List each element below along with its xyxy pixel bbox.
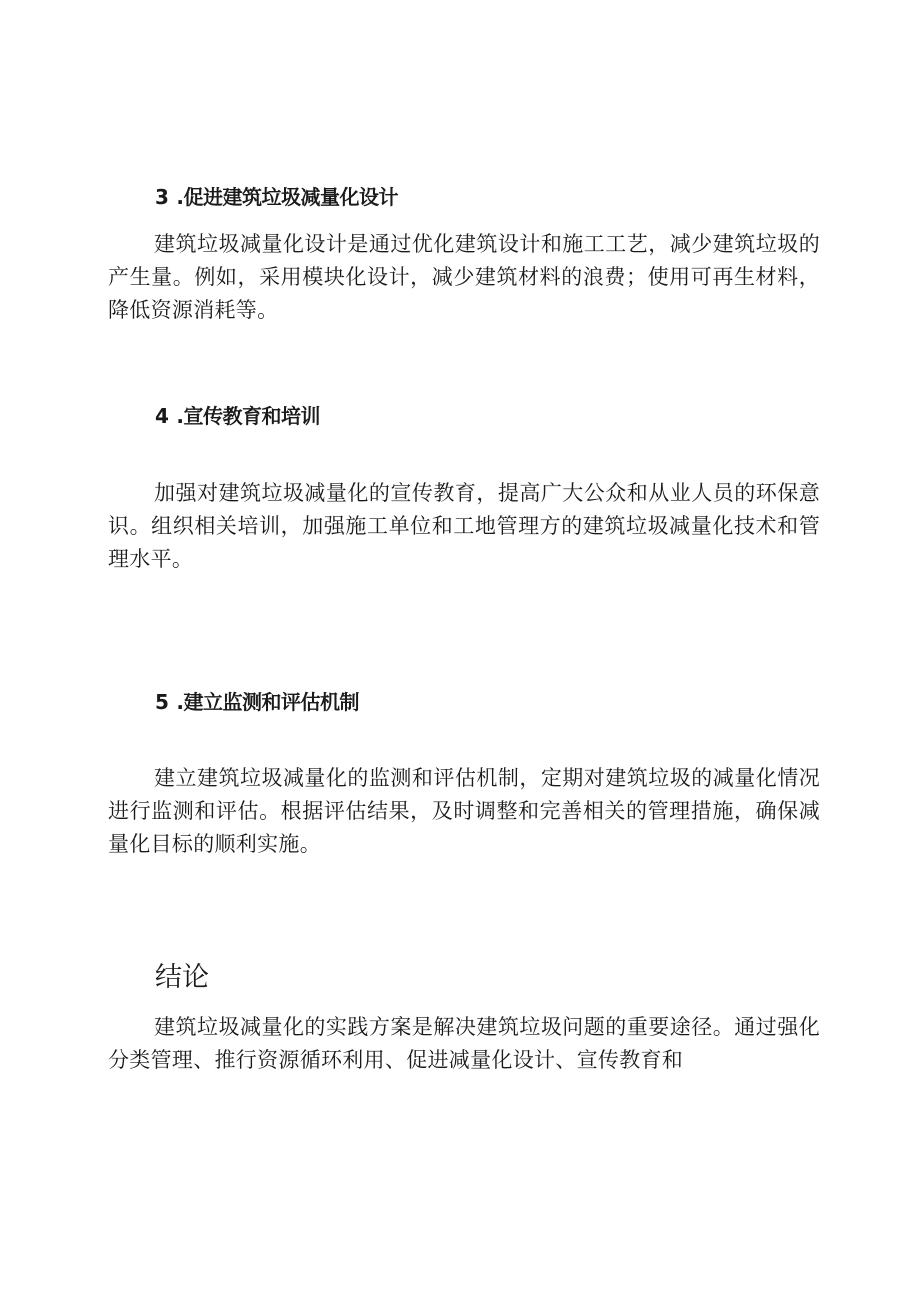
- section-body-5: 建立建筑垃圾减量化的监测和评估机制，定期对建筑垃圾的减量化情况进行监测和评估。根据评估结果，及时调整和完善相关的管理措施，确保减量化目标的顺利实施。: [108, 766, 820, 856]
- section-body-3: 建筑垃圾减量化设计是通过优化建筑设计和施工工艺，减少建筑垃圾的产生量。例如，采用模块化设计，减少建筑材料的浪费；使用可再生材料，降低资源消耗等。: [108, 232, 820, 322]
- section-title: .宣传教育和培训: [176, 404, 321, 428]
- section-body-4: 加强对建筑垃圾减量化的宣传教育，提高广大公众和从业人员的环保意识。组织相关培训，加强施工单位和工地管理方的建筑垃圾减量化技术和管理水平。: [108, 481, 820, 571]
- section-heading-3: [155, 181, 398, 210]
- section-title: .促进建筑垃圾减量化设计: [176, 185, 399, 209]
- section-heading-4: [155, 400, 320, 429]
- conclusion-body: 建筑垃圾减量化的实践方案是解决建筑垃圾问题的重要途径。通过强化分类管理、推行资源循环利用、促进减量化设计、宣传教育和: [108, 1015, 820, 1072]
- conclusion-title: 结论: [155, 962, 209, 993]
- section-number: 3: [155, 185, 169, 209]
- section-title: .建立监测和评估机制: [176, 690, 360, 714]
- section-number: 4: [155, 404, 169, 428]
- section-heading-5: [155, 686, 359, 715]
- section-number: 5: [155, 690, 169, 714]
